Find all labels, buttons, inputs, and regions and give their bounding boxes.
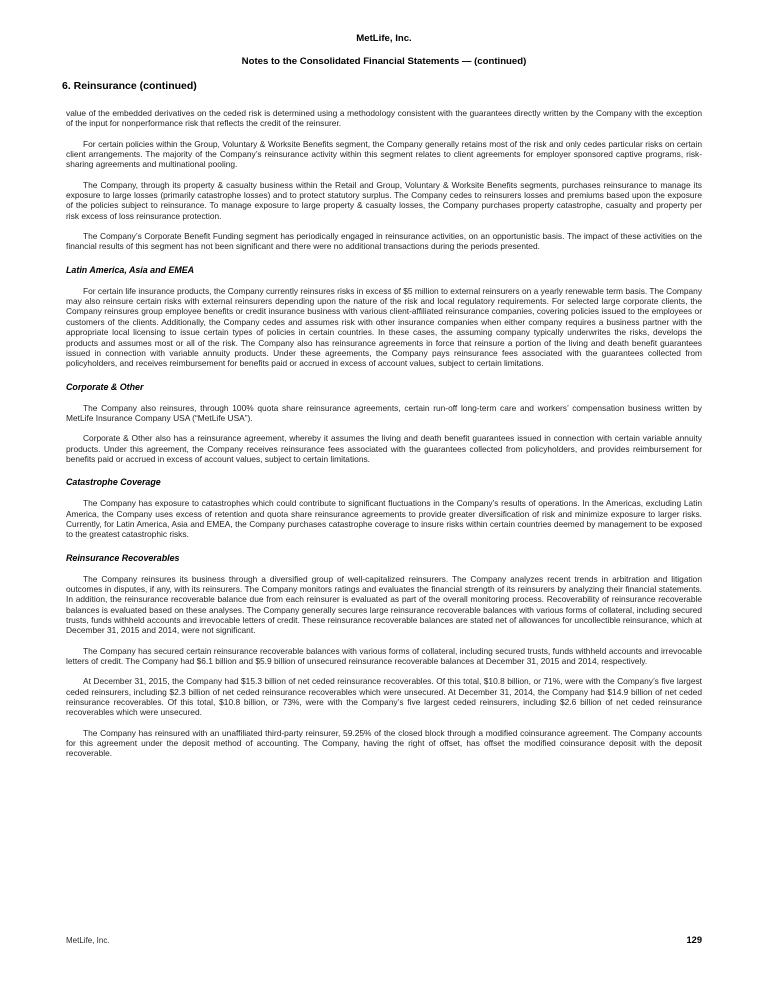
body-paragraph: At December 31, 2015, the Company had $15.3 billion of net ceded reinsurance recoverables. Of this total, $10.8 billion, or 71%, were with the Company’s five largest ceded reinsurers, including $2.3 billion of net ceded reinsurance recoverables which were unsecured. At December 31, 2014, the Company had $14.9 billion of net ceded reinsurance recoverables. Of this total, $10.8 billion, or 73%, were with the Company’s five largest ceded reinsurers, including $2.6 billion of net ceded reinsurance recoverables which were unsecured. (66, 676, 702, 718)
footer-company: MetLife, Inc. (66, 936, 110, 945)
body-paragraph: value of the embedded derivatives on the ceded risk is determined using a methodology consistent with the guarantees directly written by the Company with the exception of the input for nonperformance risk that reflects the credit of the reinsurer. (66, 108, 702, 129)
body-paragraph: The Company has secured certain reinsurance recoverable balances with various forms of collateral, including secured trusts, funds withheld accounts and irrevocable letters of credit. The Company had $6.1 billion and $5.9 billion of unsecured reinsurance recoverable balances at December 31, 2015 and 2014, respectively. (66, 645, 702, 667)
body-paragraph: Corporate & Other also has a reinsurance agreement, whereby it assumes the living and death benefit guarantees issued in connection with certain variable annuity products. Under this agreement, the Company receives reinsurance fees associated with the guarantees collected from policyholders, and provides reimbursement for benefits paid or accrued in excess of account values, subject to certain limitations. (66, 433, 702, 464)
subsection-heading: Catastrophe Coverage (66, 477, 161, 488)
body-paragraph: For certain policies within the Group, Voluntary & Worksite Benefits segment, the Company generally retains most of the risk and only cedes particular risks on certain client arrangements. The majority of the Company’s reinsurance activity within this segment relates to client agreements for employer sponsored captive programs, risk-sharing agreements and multinational pooling. (66, 138, 702, 170)
body-paragraph: The Company’s Corporate Benefit Funding segment has periodically engaged in reinsurance activities, on an opportunistic basis. The impact of these activities on the financial results of this segment has not been significant and there were no additional transactions during the periods presented. (66, 231, 702, 252)
subsection-heading: Corporate & Other (66, 381, 144, 392)
page-header (0, 0, 768, 67)
company-title: MetLife, Inc. (356, 33, 412, 44)
body-paragraph: The Company also reinsures, through 100% quota share reinsurance agreements, certain run-off long-term care and workers’ compensation business written by MetLife Insurance Company USA (“MetLife USA”). (66, 402, 702, 423)
page-number: 129 (686, 935, 702, 945)
body-paragraph: The Company reinsures its business through a diversified group of well-capitalized reinsurers. The Company analyzes recent trends in arbitration and litigation outcomes in disputes, if any, with its reinsurers. The Company monitors ratings and evaluates the financial strength of its reinsurers by analyzing their financial statements. In addition, the reinsurance recoverable balance due from each reinsurer is evaluated as part of the overall monitoring process. Recoverability of reinsurance recoverable balances is evaluated based on these analyses. The Company generally secures large reinsurance recoverable balances with various forms of collateral, including secured trusts, funds withheld accounts and irrevocable letters of credit. These reinsurance recoverable balances are stated net of allowances for uncollectible reinsurance, which at December 31, 2015 and 2014, were not significant. (66, 573, 702, 636)
subsection-heading: Reinsurance Recoverables (66, 552, 180, 563)
body-paragraph: The Company has exposure to catastrophes which could contribute to significant fluctuations in the Company’s results of operations. In the Americas, excluding Latin America, the Company uses excess of retention and quota share reinsurance agreements to provide greater diversification of risk and minimize exposure to larger risks. Currently, for Latin America, Asia and EMEA, the Company purchases catastrophe coverage to insure risks within certain countries deemed by management to be exposed to the greatest catastrophic risks. (66, 498, 702, 540)
body-paragraph: The Company, through its property & casualty business within the Retail and Group, Voluntary & Worksite Benefits segments, purchases reinsurance to manage its exposure to large losses (primarily catastrophe losses) and to protect statutory surplus. The Company cedes to reinsurers losses and premiums based upon the exposure of the policies subject to reinsurance. To manage exposure to large property & casualty losses, the Company purchases property catastrophe, casualty and property per risk excess of loss reinsurance protection. (66, 179, 702, 221)
body-paragraph: For certain life insurance products, the Company currently reinsures risks in excess of $5 million to external reinsurers on a yearly renewable term basis. The Company may also reinsure certain risks with external reinsurers depending upon the nature of the risk and local regulatory requirements. For selected large corporate clients, the Company reinsures group employee benefits or credit insurance business with various client-affiliated reinsurance companies, covering policies issued to the employees or customers of the clients. Additionally, the Company cedes and assumes risk with other insurance companies when either company requires a business partner with the appropriate local licensing to issue certain types of policies in certain countries. In these cases, the assuming company typically underwrites the risks, develops the products and assumes most or all of the risk. The Company also has reinsurance agreements in force that reinsure a portion of the living and death benefit guarantees issued in connection with variable annuity products. Under these agreements, the Company pays reinsurance fees associated with the guarantees collected from policyholders, and receives reimbursement for benefits paid or accrued in excess of account values, subject to certain limitations. (66, 285, 702, 369)
page-footer (66, 935, 702, 945)
body-paragraph: The Company has reinsured with an unaffiliated third-party reinsurer, 59.25% of the closed block through a modified coinsurance agreement. The Company accounts for this agreement under the deposit method of accounting. The Company, having the right of offset, has offset the modified coinsurance deposit with the deposit recoverable. (66, 727, 702, 759)
subsection-heading: Latin America, Asia and EMEA (66, 264, 195, 275)
document-subtitle: Notes to the Consolidated Financial Statements — (continued) (241, 56, 527, 67)
section-heading: 6. Reinsurance (continued) (62, 80, 197, 92)
document-body (66, 108, 702, 759)
